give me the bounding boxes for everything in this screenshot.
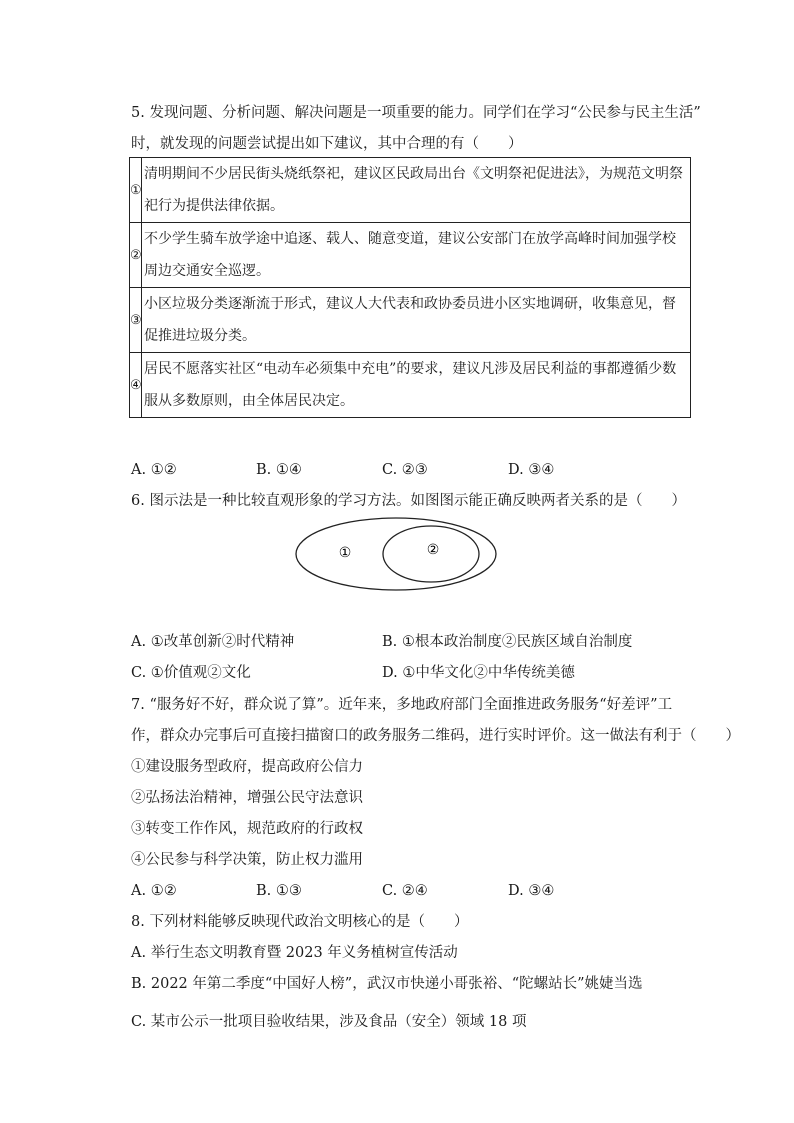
q5-stem-line1: 5. 发现问题、分析问题、解决问题是一项重要的能力。同学们在学习“公民参与民主生活” [131, 105, 701, 121]
q8-stem: 8. 下列材料能够反映现代政治文明核心的是（ ） [131, 914, 469, 930]
outer-ellipse [296, 518, 496, 590]
q7-item-4: ④公民参与科学决策，防止权力滥用 [131, 852, 363, 868]
q6-option-c[interactable]: C. ①价值观②文化 [131, 665, 251, 681]
q7-stem-line2: 作，群众办完事后可直接扫描窗口的政务服务二维码，进行实时评价。这一做法有利于（ ） [131, 728, 740, 744]
q7-item-2: ②弘扬法治精神，增强公民守法意识 [131, 790, 363, 806]
q6-stem: 6. 图示法是一种比较直观形象的学习方法。如图图示能正确反映两者关系的是（ ） [131, 493, 686, 509]
row-text: 不少学生骑车放学途中追逐、载人、随意变道，建议公安部门在放学高峰时间加强学校周边交通安全巡逻。 [142, 223, 691, 288]
q8-option-a[interactable]: A. 举行生态文明教育暨 2023 年义务植树宣传活动 [131, 945, 458, 961]
q5-option-b[interactable]: B. ①④ [256, 462, 302, 478]
q5-suggestion-table [129, 157, 691, 418]
q7-option-a[interactable]: A. ①② [131, 883, 177, 899]
q6-option-b[interactable]: B. ①根本政治制度②民族区域自治制度 [382, 634, 633, 650]
q7-item-3: ③转变工作作风，规范政府的行政权 [131, 821, 363, 837]
q7-stem-line1: 7. “服务好不好，群众说了算”。近年来，多地政府部门全面推进政务服务“好差评”工 [131, 697, 673, 713]
table-row [130, 158, 691, 223]
table-row [130, 223, 691, 288]
q5-option-d[interactable]: D. ③④ [508, 462, 555, 478]
q6-option-d[interactable]: D. ①中华文化②中华传统美德 [382, 665, 575, 681]
row-text: 居民不愿落实社区“电动车必须集中充电”的要求，建议凡涉及居民利益的事都遵循少数服从多数原则，由全体居民决定。 [142, 353, 691, 418]
row-number: ② [130, 223, 142, 288]
q5-stem-line2: 时，就发现的问题尝试提出如下建议，其中合理的有（ ） [131, 136, 523, 152]
row-number: ④ [130, 353, 142, 418]
q7-item-1: ①建设服务型政府，提高政府公信力 [131, 759, 363, 775]
q5-option-a[interactable]: A. ①② [131, 462, 177, 478]
q6-option-a[interactable]: A. ①改革创新②时代精神 [131, 634, 295, 650]
row-text: 清明期间不少居民街头烧纸祭祀，建议区民政局出台《文明祭祀促进法》，为规范文明祭祀行为提供法律依据。 [142, 158, 691, 223]
outer-label: ① [338, 545, 352, 561]
q7-option-c[interactable]: C. ②④ [382, 883, 428, 899]
inner-label: ② [426, 542, 440, 558]
q5-option-c[interactable]: C. ②③ [382, 462, 428, 478]
q8-option-b[interactable]: B. 2022 年第二季度“中国好人榜”，武汉市快递小哥张裕、“陀螺站长”姚婕当选 [131, 976, 643, 992]
q7-option-d[interactable]: D. ③④ [508, 883, 555, 899]
q8-option-c[interactable]: C. 某市公示一批项目验收结果，涉及食品（安全）领域 18 项 [131, 1014, 527, 1030]
table-row [130, 353, 691, 418]
row-number: ① [130, 158, 142, 223]
row-text: 小区垃圾分类逐渐流于形式，建议人大代表和政协委员进小区实地调研，收集意见，督促推进垃圾分类。 [142, 288, 691, 353]
row-number: ③ [130, 288, 142, 353]
venn-diagram [293, 515, 503, 595]
table-row [130, 288, 691, 353]
q7-option-b[interactable]: B. ①③ [256, 883, 302, 899]
